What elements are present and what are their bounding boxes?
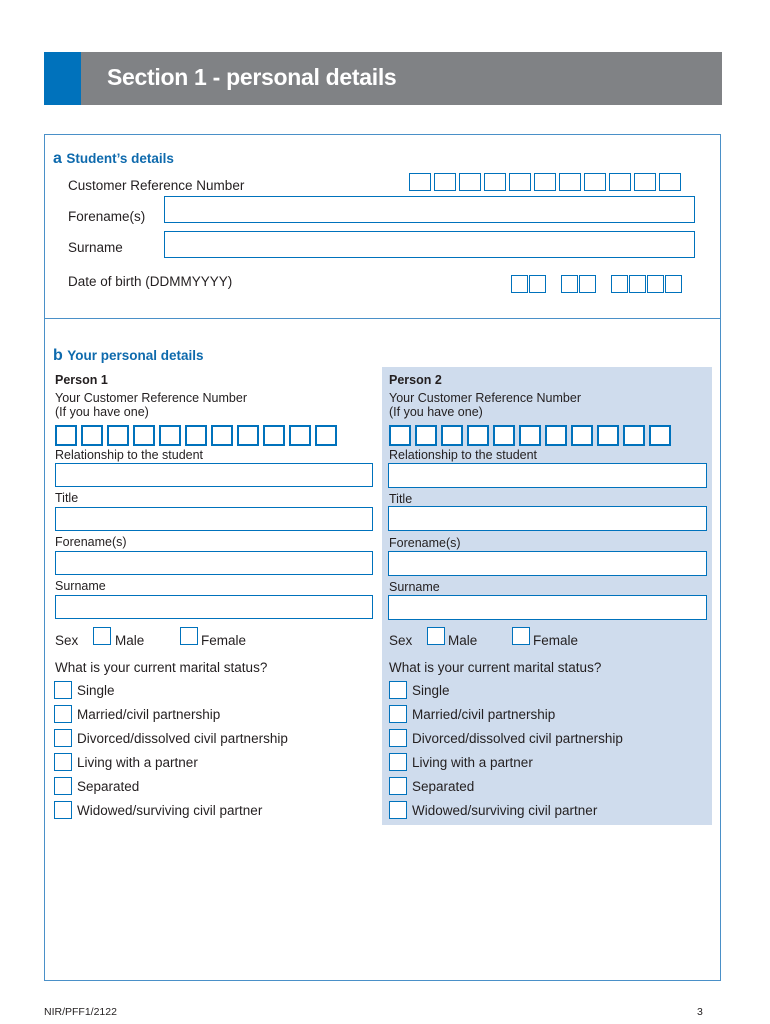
crn-digit-box[interactable] [597, 425, 619, 446]
section-a-heading [53, 150, 174, 168]
marital-checkbox[interactable] [54, 753, 72, 771]
marital-option-label: Living with a partner [412, 754, 533, 770]
marital-option[interactable] [54, 750, 374, 774]
marital-option-label: Widowed/surviving civil partner [77, 802, 263, 818]
student-dob-boxes[interactable] [511, 275, 683, 293]
marital-checkbox[interactable] [54, 801, 72, 819]
person2-marital-options [389, 678, 709, 822]
person2-surname-input[interactable] [388, 595, 707, 620]
dob-year-box[interactable] [665, 275, 682, 293]
person1-forenames-input[interactable] [55, 551, 373, 575]
marital-option[interactable] [389, 702, 709, 726]
marital-checkbox[interactable] [389, 729, 407, 747]
section-divider [44, 318, 721, 319]
marital-checkbox[interactable] [54, 681, 72, 699]
marital-option[interactable] [389, 798, 709, 822]
person1-heading: Person 1 [55, 373, 108, 387]
person1-forenames-label: Forename(s) [55, 535, 127, 549]
marital-option[interactable] [389, 678, 709, 702]
person1-marital-options [54, 678, 374, 822]
marital-option-label: Divorced/dissolved civil partnership [77, 730, 288, 746]
crn-digit-box[interactable] [509, 173, 531, 191]
person1-crn-note: (If you have one) [55, 405, 149, 419]
section-b-title: Your personal details [67, 348, 204, 363]
crn-digit-box[interactable] [493, 425, 515, 446]
crn-digit-box[interactable] [185, 425, 207, 446]
person1-female-label: Female [201, 633, 247, 648]
crn-digit-box[interactable] [467, 425, 489, 446]
marital-checkbox[interactable] [389, 753, 407, 771]
marital-checkbox[interactable] [54, 729, 72, 747]
marital-option-label: Separated [77, 778, 140, 794]
dob-year-box[interactable] [647, 275, 664, 293]
person1-male-checkbox[interactable] [93, 627, 111, 645]
student-crn-label: Customer Reference Number [68, 178, 245, 193]
marital-checkbox[interactable] [54, 777, 72, 795]
crn-digit-box[interactable] [81, 425, 103, 446]
marital-checkbox[interactable] [389, 705, 407, 723]
person2-crn-boxes[interactable] [389, 425, 671, 446]
form-code: NIR/PFF1/2122 [44, 1006, 117, 1018]
crn-digit-box[interactable] [649, 425, 671, 446]
marital-option-label: Married/civil partnership [412, 706, 556, 722]
dob-month-box[interactable] [579, 275, 596, 293]
crn-digit-box[interactable] [623, 425, 645, 446]
crn-digit-box[interactable] [237, 425, 259, 446]
crn-digit-box[interactable] [534, 173, 556, 191]
person2-forenames-input[interactable] [388, 551, 707, 576]
marital-option[interactable] [54, 774, 374, 798]
section-b-letter: b [53, 347, 63, 364]
crn-digit-box[interactable] [133, 425, 155, 446]
marital-option-label: Divorced/dissolved civil partnership [412, 730, 623, 746]
dob-day-box[interactable] [529, 275, 546, 293]
person2-heading: Person 2 [389, 373, 442, 387]
person1-male-label: Male [115, 633, 145, 648]
crn-digit-box[interactable] [434, 173, 456, 191]
person2-marital-question: What is your current marital status? [389, 660, 602, 675]
section-header-accent [44, 52, 81, 105]
crn-digit-box[interactable] [415, 425, 437, 446]
crn-digit-box[interactable] [107, 425, 129, 446]
person1-crn-boxes[interactable] [55, 425, 337, 446]
dob-day-box[interactable] [511, 275, 528, 293]
crn-digit-box[interactable] [519, 425, 541, 446]
student-dob-label: Date of birth (DDMMYYYY) [68, 274, 233, 289]
student-surname-input[interactable] [164, 231, 695, 258]
person2-crn-note: (If you have one) [389, 405, 483, 419]
person1-female-checkbox[interactable] [180, 627, 198, 645]
crn-digit-box[interactable] [459, 173, 481, 191]
section-a-letter: a [53, 150, 62, 167]
person1-title-input[interactable] [55, 507, 373, 531]
student-surname-label: Surname [68, 240, 123, 255]
marital-option-label: Single [412, 682, 450, 698]
crn-digit-box[interactable] [584, 173, 606, 191]
crn-digit-box[interactable] [659, 173, 681, 191]
person2-female-checkbox[interactable] [512, 627, 530, 645]
marital-checkbox[interactable] [389, 801, 407, 819]
dob-year-box[interactable] [629, 275, 646, 293]
person2-male-label: Male [448, 633, 478, 648]
marital-option-label: Single [77, 682, 115, 698]
person2-male-checkbox[interactable] [427, 627, 445, 645]
person1-surname-label: Surname [55, 579, 106, 593]
marital-option-label: Living with a partner [77, 754, 198, 770]
crn-digit-box[interactable] [263, 425, 285, 446]
person1-relationship-label: Relationship to the student [55, 448, 204, 462]
person1-surname-input[interactable] [55, 595, 373, 619]
crn-digit-box[interactable] [441, 425, 463, 446]
student-crn-boxes[interactable] [409, 173, 681, 191]
person2-relationship-input[interactable] [388, 463, 707, 488]
marital-option[interactable] [389, 774, 709, 798]
student-forenames-input[interactable] [164, 196, 695, 223]
section-a-title: Student’s details [66, 151, 174, 166]
person2-title-label: Title [389, 492, 413, 506]
student-forenames-label: Forename(s) [68, 209, 146, 224]
crn-digit-box[interactable] [571, 425, 593, 446]
crn-digit-box[interactable] [159, 425, 181, 446]
person2-surname-label: Surname [389, 580, 440, 594]
person1-crn-label: Your Customer Reference Number [55, 391, 247, 405]
marital-option-label: Married/civil partnership [77, 706, 221, 722]
person2-title-input[interactable] [388, 506, 707, 531]
person2-relationship-label: Relationship to the student [389, 448, 538, 462]
marital-option-label: Widowed/surviving civil partner [412, 802, 598, 818]
dob-year-box[interactable] [611, 275, 628, 293]
marital-checkbox[interactable] [389, 777, 407, 795]
crn-digit-box[interactable] [389, 425, 411, 446]
section-b-heading [53, 347, 204, 365]
marital-option[interactable] [54, 798, 374, 822]
section-title: Section 1 - personal details [107, 64, 397, 90]
marital-option[interactable] [389, 726, 709, 750]
crn-digit-box[interactable] [609, 173, 631, 191]
marital-option[interactable] [54, 678, 374, 702]
marital-option-label: Separated [412, 778, 475, 794]
person2-sex-label: Sex [389, 633, 413, 648]
marital-option[interactable] [54, 726, 374, 750]
person2-crn-label: Your Customer Reference Number [389, 391, 581, 405]
crn-digit-box[interactable] [559, 173, 581, 191]
crn-digit-box[interactable] [634, 173, 656, 191]
person2-forenames-label: Forename(s) [389, 536, 461, 550]
crn-digit-box[interactable] [484, 173, 506, 191]
crn-digit-box[interactable] [289, 425, 311, 446]
marital-checkbox[interactable] [54, 705, 72, 723]
person1-sex-label: Sex [55, 633, 79, 648]
person1-title-label: Title [55, 491, 79, 505]
page-number: 3 [697, 1006, 703, 1018]
crn-digit-box[interactable] [211, 425, 233, 446]
person1-marital-question: What is your current marital status? [55, 660, 268, 675]
crn-digit-box[interactable] [545, 425, 567, 446]
crn-digit-box[interactable] [409, 173, 431, 191]
person1-relationship-input[interactable] [55, 463, 373, 487]
marital-option[interactable] [389, 750, 709, 774]
dob-month-box[interactable] [561, 275, 578, 293]
marital-checkbox[interactable] [389, 681, 407, 699]
crn-digit-box[interactable] [315, 425, 337, 446]
marital-option[interactable] [54, 702, 374, 726]
person2-female-label: Female [533, 633, 579, 648]
crn-digit-box[interactable] [55, 425, 77, 446]
